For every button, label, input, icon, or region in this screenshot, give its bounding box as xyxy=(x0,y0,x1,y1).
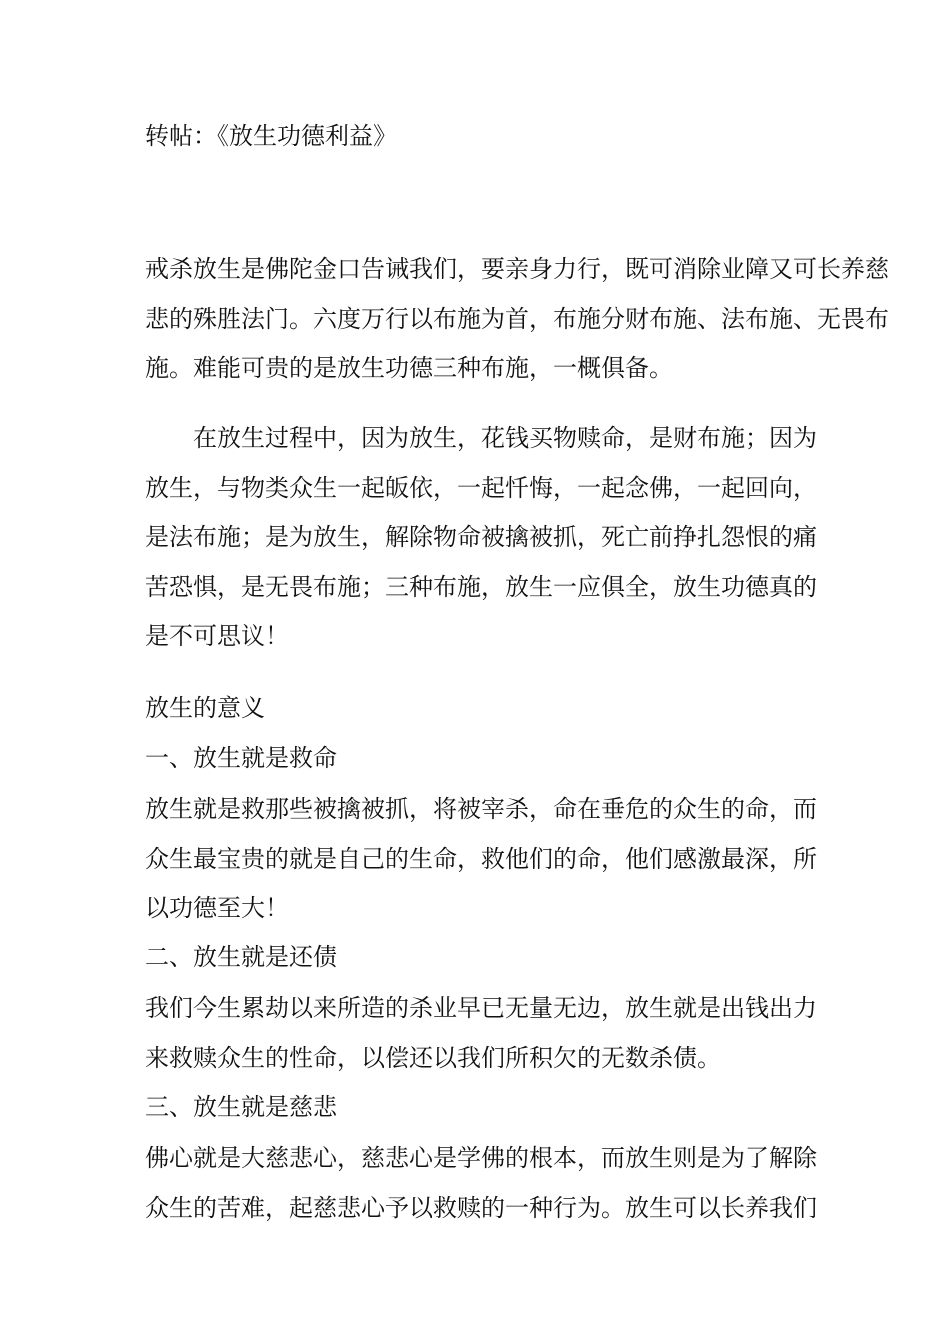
giving-line: 放生，与物类众生一起皈依，一起忏悔，一起念佛，一起回向， xyxy=(145,473,817,502)
intro-line: 悲的殊胜法门。六度万行以布施为首，布施分财布施、法布施、无畏布 xyxy=(145,304,889,333)
section3-heading: 三、放生就是慈悲 xyxy=(145,1093,337,1121)
giving-line: 苦恐惧，是无畏布施；三种布施，放生一应俱全，放生功德真的 xyxy=(145,572,817,601)
section2-line: 我们今生累劫以来所造的杀业早已无量无边，放生就是出钱出力 xyxy=(145,994,817,1022)
giving-paragraph xyxy=(145,414,817,662)
giving-line: 在放生过程中，因为放生，花钱买物赎命，是财布施；因为 xyxy=(193,424,817,452)
section3-paragraph xyxy=(145,1134,817,1233)
meaning-heading: 放生的意义 xyxy=(145,694,265,722)
giving-line: 是不可思议！ xyxy=(145,622,289,650)
section3-line: 众生的苦难，起慈悲心予以救赎的一种行为。放生可以长养我们 xyxy=(145,1193,817,1222)
section1-line: 以功德至大！ xyxy=(145,894,289,922)
section1-paragraph xyxy=(145,785,817,934)
intro-line: 戒杀放生是佛陀金口告诫我们，要亲身力行，既可消除业障又可长养慈 xyxy=(145,255,889,283)
intro-paragraph xyxy=(145,245,889,394)
section1-heading: 一、放生就是救命 xyxy=(145,744,337,772)
document-title: 转帖：《放生功德利益》 xyxy=(145,122,397,150)
section2-line: 来救赎众生的性命，以偿还以我们所积欠的无数杀债。 xyxy=(145,1043,721,1072)
giving-line: 是法布施；是为放生，解除物命被擒被抓，死亡前挣扎怨恨的痛 xyxy=(145,523,817,551)
section1-line: 放生就是救那些被擒被抓，将被宰杀，命在垂危的众生的命，而 xyxy=(145,795,817,823)
section1-line: 众生最宝贵的就是自己的生命，救他们的命，他们感激最深，所 xyxy=(145,844,817,873)
section3-line: 佛心就是大慈悲心，慈悲心是学佛的根本，而放生则是为了解除 xyxy=(145,1144,817,1172)
intro-line: 施。难能可贵的是放生功德三种布施，一概俱备。 xyxy=(145,354,673,382)
section2-paragraph xyxy=(145,984,817,1083)
section2-heading: 二、放生就是还债 xyxy=(145,943,337,971)
